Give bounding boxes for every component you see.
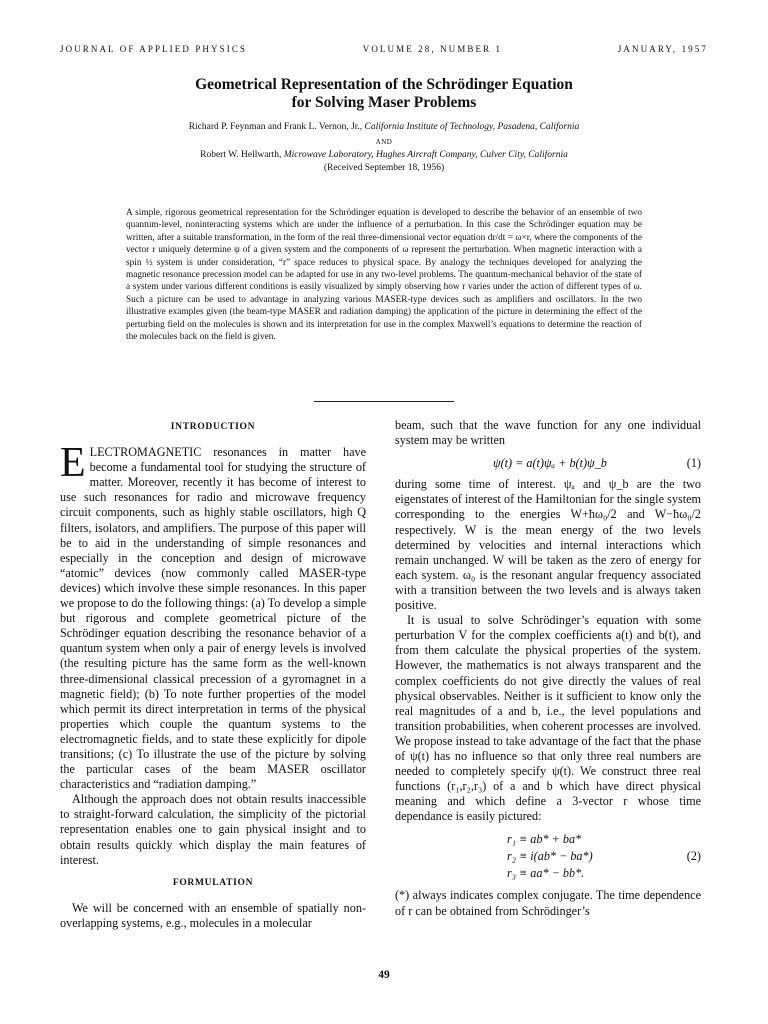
intro-paragraph-1-text: LECTROMAGNETIC resonances in matter have become a fundamental tool for studying the structure of matter. Moreover, recently it has become of interest to use such resonances for radio and microwave frequency circuit components, such as highly stable oscillators, high Q filters, isolators, and amplifiers. The purpose of this paper will be to aid in the understanding of simple resonances and especially in the conception and design of microwave “atomic” devices (now commonly called MASER-type devices) which involve these simple resonances. In this paper we propose to do the following things: (a) To develop a simple but rigorous and complete geometrical picture of the Schrödinger equation describing the resonance behavior of a quantum system when only a pair of energy levels is involved (the resulting picture has the same form as the well-known three-dimensional classical precession of a gyromagnet in a magnetic field); (b) To note further properties of the model which permit its direct interpretation in terms of the physical properties which couple the quantum systems to the electromagnetic fields, and to state these explicitly for dipole transitions; (c) To illustrate the use of the picture by solving the particular cases of the beam MASER oscillator characteristics and “radiation damping.” xyxy=(60,445,366,792)
author-names-2: Robert W. Hellwarth, xyxy=(200,150,282,160)
intro-paragraph-2: Although the approach does not obtain results inaccessible to straight-forward calculation, the simplicity of the pictorial representation enables one to gain physical insight and to obtain results quickly which display the main features of interest. xyxy=(60,792,366,867)
left-column xyxy=(60,418,366,931)
title-line-2: for Solving Maser Problems xyxy=(291,94,477,111)
intro-paragraph-1 xyxy=(60,440,366,792)
author-names-1: Richard P. Feynman and Frank L. Vernon, Jr., xyxy=(188,122,363,132)
title-block xyxy=(60,76,708,173)
right-paragraph-2: during some time of interest. ψₐ and ψ_b are the two eigenstates of interest of the Hamiltonian for the single system corresponding to the energies W+ħω₀/2 and W−ħω₀/2 respectively. W is the mean energy of the two levels determined by velocities and internal interactions which remain unchanged. W will be taken as the zero of energy for each system. ω₀ is the resonant angular frequency associated with a transition between the two levels and is always taken positive. xyxy=(395,477,701,613)
journal-name: JOURNAL OF APPLIED PHYSICS xyxy=(60,44,248,54)
volume-number: VOLUME 28, NUMBER 1 xyxy=(362,44,503,54)
and-separator: AND xyxy=(375,138,393,146)
right-paragraph-1: beam, such that the wave function for any one individual system may be written xyxy=(395,418,701,448)
author-group-2 xyxy=(60,149,708,161)
received-date: (Received September 18, 1956) xyxy=(323,163,445,173)
formulation-paragraph-1: We will be concerned with an ensemble of spatially non-overlapping systems, e.g., molecules in a molecular xyxy=(60,900,366,930)
equation-1-number: (1) xyxy=(686,456,701,471)
running-head xyxy=(60,44,708,54)
paper-title xyxy=(60,76,708,112)
right-column xyxy=(395,418,701,919)
heading-formulation: FORMULATION xyxy=(172,877,254,888)
equation-2-line-1: r₁ ≡ ab* + ba* xyxy=(507,832,582,847)
affiliation-1: California Institute of Technology, Pasadena, California xyxy=(364,122,580,132)
equation-2-line-2: r₂ ≡ i(ab* − ba*) xyxy=(507,849,593,864)
section-divider xyxy=(314,401,454,402)
equation-2-number: (2) xyxy=(686,849,701,864)
equation-1 xyxy=(395,456,701,471)
title-line-1: Geometrical Representation of the Schrödinger Equation xyxy=(195,76,573,93)
right-paragraph-4: (*) always indicates complex conjugate. The time dependence of r can be obtained from Schrödinger’s xyxy=(395,888,701,918)
equation-2 xyxy=(395,831,701,882)
author-group-1 xyxy=(60,121,708,133)
issue-date: JANUARY, 1957 xyxy=(617,44,708,54)
page-number: 49 xyxy=(378,969,390,981)
equation-2-lines xyxy=(507,831,593,882)
drop-cap: E xyxy=(60,440,86,487)
affiliation-2: Microwave Laboratory, Hughes Aircraft Company, Culver City, California xyxy=(283,150,568,160)
heading-introduction: INTRODUCTION xyxy=(170,422,256,432)
equation-2-line-3: r₃ ≡ aa* − bb*. xyxy=(507,866,585,881)
equation-1-body: ψ(t) = a(t)ψₐ + b(t)ψ_b xyxy=(493,456,607,471)
abstract: A simple, rigorous geometrical representation for the Schrödinger equation is developed to describe the behavior of an ensemble of two quantum-level, noninteracting systems which are under the influence of a perturbation. In this case the Schrödinger equation may be written, after a suitable transformation, in the form of the real three-dimensional vector equation dr/dt = ω×r, where the components of the vector r uniquely determine ψ of a given system and the components of ω represent the perturbation. When magnetic interaction with a spin ½ system is under consideration, “r” space reduces to physical space. By analogy the techniques developed for analyzing the magnetic resonance precession model can be adapted for use in any two-level problems. The quantum-mechanical behavior of the state of a system under various different conditions is easily visualized by simply observing how r varies under the action of different types of ω. Such a picture can be used to advantage in analyzing various MASER-type devices such as amplifiers and oscillators. In the two illustrative examples given (the beam-type MASER and radiation damping) the application of the picture in determining the effect of the perturbing field on the molecules is shown and its interpretation for use in the complex Maxwell’s equations to determine the reaction of the molecules back on the field is given. xyxy=(126,208,642,343)
right-paragraph-3: It is usual to solve Schrödinger’s equation with some perturbation V for the complex coefficients a(t) and b(t), and from them calculate the physical properties of the system. However, the mathematics is not always transparent and the complex coefficients do not give directly the values of real physical observables. Neither is it sufficient to know only the real magnitudes of a and b, i.e., the level populations and transition probabilities, when coherent processes are involved. We propose instead to take advantage of the fact that the phase of ψ(t) has no influence so that only three real numbers are needed to completely specify ψ(t). We construct three real functions (r₁,r₂,r₃) of a and b which have direct physical meaning and which define a 3-vector r whose time dependance is easily pictured: xyxy=(395,613,701,824)
